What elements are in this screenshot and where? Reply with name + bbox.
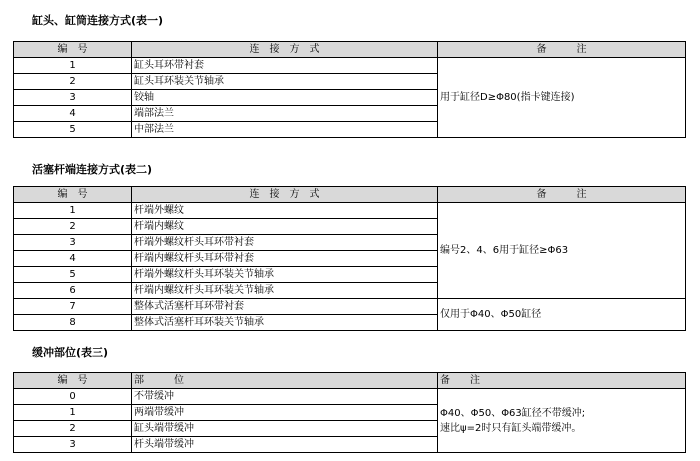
table3-header-no: 编 号 [14, 373, 132, 389]
row-method: 整体式活塞杆耳环带衬套 [132, 299, 438, 315]
table3-cushion-positions [13, 372, 686, 453]
row-number: 8 [14, 315, 132, 331]
table2-note-b: 仅用于Φ40、Φ50缸径 [438, 299, 686, 331]
row-position: 杆头端带缓冲 [132, 437, 438, 453]
row-number: 3 [14, 235, 132, 251]
row-number: 5 [14, 122, 132, 138]
row-number: 5 [14, 267, 132, 283]
row-number: 2 [14, 219, 132, 235]
row-number: 2 [14, 421, 132, 437]
row-number: 6 [14, 283, 132, 299]
row-position: 不带缓冲 [132, 389, 438, 405]
table1-note: 用于缸径D≥Φ80(指卡键连接) [438, 58, 686, 138]
row-position: 两端带缓冲 [132, 405, 438, 421]
row-number: 1 [14, 405, 132, 421]
table1-header-note: 备 注 [438, 42, 686, 58]
table3-header-position: 部 位 [132, 373, 438, 389]
row-number: 7 [14, 299, 132, 315]
row-method: 杆端内螺纹 [132, 219, 438, 235]
row-number: 3 [14, 437, 132, 453]
row-number: 0 [14, 389, 132, 405]
table-row [14, 203, 686, 219]
row-method: 端部法兰 [132, 106, 438, 122]
table3-header-row [14, 373, 686, 389]
table1-header-row [14, 42, 686, 58]
table2-rod-end-connections [13, 186, 686, 331]
table3-note [438, 389, 686, 453]
row-number: 4 [14, 251, 132, 267]
row-method: 杆端外螺纹杆头耳环带衬套 [132, 235, 438, 251]
row-method: 杆端内螺纹杆头耳环装关节轴承 [132, 283, 438, 299]
table1-header-method: 连 接 方 式 [132, 42, 438, 58]
row-position: 缸头端带缓冲 [132, 421, 438, 437]
row-number: 3 [14, 90, 132, 106]
row-method: 铰轴 [132, 90, 438, 106]
row-method: 缸头耳环装关节轴承 [132, 74, 438, 90]
table1-header-no: 编 号 [14, 42, 132, 58]
table3-note-line2: 速比ψ=2时只有缸头端带缓冲。 [440, 422, 582, 434]
table2-header-no: 编 号 [14, 187, 132, 203]
table1-title: 缸头、缸筒连接方式(表一) [32, 14, 164, 27]
table-row [14, 389, 686, 405]
table3-title: 缓冲部位(表三) [32, 346, 109, 359]
table2-header-note: 备 注 [438, 187, 686, 203]
table1-connection-methods [13, 41, 686, 138]
table3-note-line1: Φ40、Φ50、Φ63缸径不带缓冲; [440, 407, 586, 419]
row-number: 1 [14, 203, 132, 219]
row-number: 4 [14, 106, 132, 122]
table2-title: 活塞杆端连接方式(表二) [32, 163, 153, 176]
row-method: 杆端外螺纹 [132, 203, 438, 219]
row-method: 中部法兰 [132, 122, 438, 138]
row-method: 缸头耳环带衬套 [132, 58, 438, 74]
row-number: 2 [14, 74, 132, 90]
row-method: 杆端外螺纹杆头耳环装关节轴承 [132, 267, 438, 283]
row-method: 整体式活塞杆耳环装关节轴承 [132, 315, 438, 331]
table3-header-note: 备 注 [438, 373, 686, 389]
table-row [14, 58, 686, 74]
row-number: 1 [14, 58, 132, 74]
row-method: 杆端内螺纹杆头耳环带衬套 [132, 251, 438, 267]
table2-note-a: 编号2、4、6用于缸径≥Φ63 [438, 203, 686, 299]
table2-header-row [14, 187, 686, 203]
table-row [14, 299, 686, 315]
table2-header-method: 连 接 方 式 [132, 187, 438, 203]
